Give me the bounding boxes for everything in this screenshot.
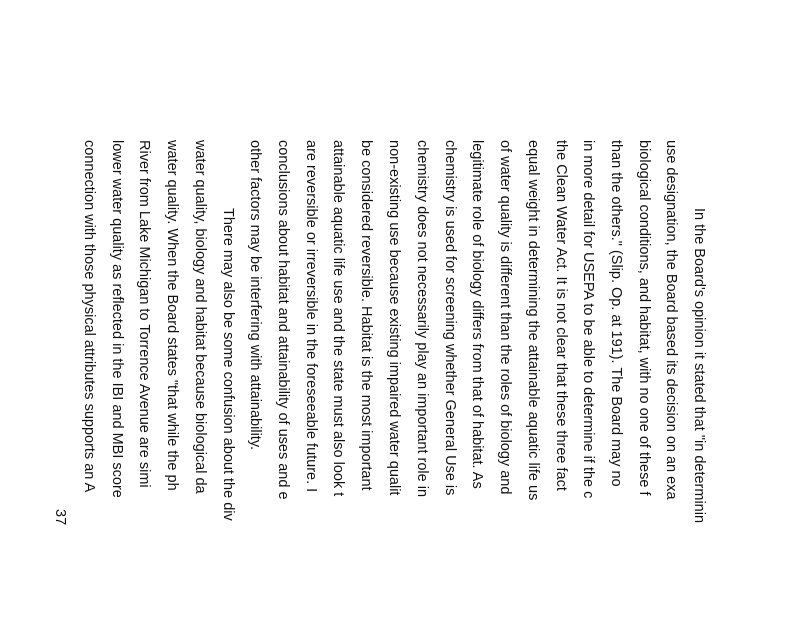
paragraph-line: the Clean Water Act. It is not clear that these three fact	[553, 140, 569, 491]
paragraph-line: be considered reversible. Habitat is the most important	[358, 140, 374, 491]
paragraph-line: attainable aquatic life use and the state must also look t	[330, 140, 346, 497]
paragraph-line: chemistry does not necessarily play an important role in	[414, 140, 430, 498]
paragraph-line: than the others." (Slip. Op. at 191). The Board may no	[608, 140, 624, 487]
paragraph-line: There may also be some confusion about the div	[220, 208, 236, 521]
paragraph-line: legitimate role of biology differs from that of habitat. As	[469, 140, 485, 489]
page-number: 37	[52, 509, 68, 526]
paragraph-line: non-existing use because existing impaired water qualit	[386, 140, 402, 496]
paragraph-line: in more detail for USEPA to be able to determine if the c	[580, 140, 596, 499]
paragraph-line: In the Board's opinion it stated that "in determinin	[691, 208, 707, 524]
paragraph-line: chemistry is used for screening whether General Use is	[442, 140, 458, 496]
paragraph-line: other factors may be interfering with attainability.	[247, 140, 263, 451]
paragraph-line: conclusions about habitat and attainability of uses and e	[275, 140, 291, 500]
paragraph-line: lower water quality as reflected in the IBI and MBI score	[109, 140, 125, 498]
paragraph-line: biological conditions, and habitat, with no one of these f	[636, 140, 652, 496]
paragraph-line: water quality. When the Board states "that while the ph	[164, 140, 180, 491]
paragraph-line: equal weight in determining the attainable aquatic life us	[525, 140, 541, 501]
paragraph-line: River from Lake Michigan to Torrence Avenue are simi	[136, 140, 152, 488]
paragraph-line: water quality, biology and habitat because biological da	[192, 140, 208, 494]
paragraph-line: connection with those physical attributes supports an A	[81, 140, 97, 493]
paragraph-line: use designation, the Board based its decision on an exa	[663, 140, 679, 500]
paragraph-line: of water quality is different than the roles of biology and	[497, 140, 513, 495]
paragraph-line: are reversible or irreversible in the foreseeable future. I	[303, 140, 319, 493]
